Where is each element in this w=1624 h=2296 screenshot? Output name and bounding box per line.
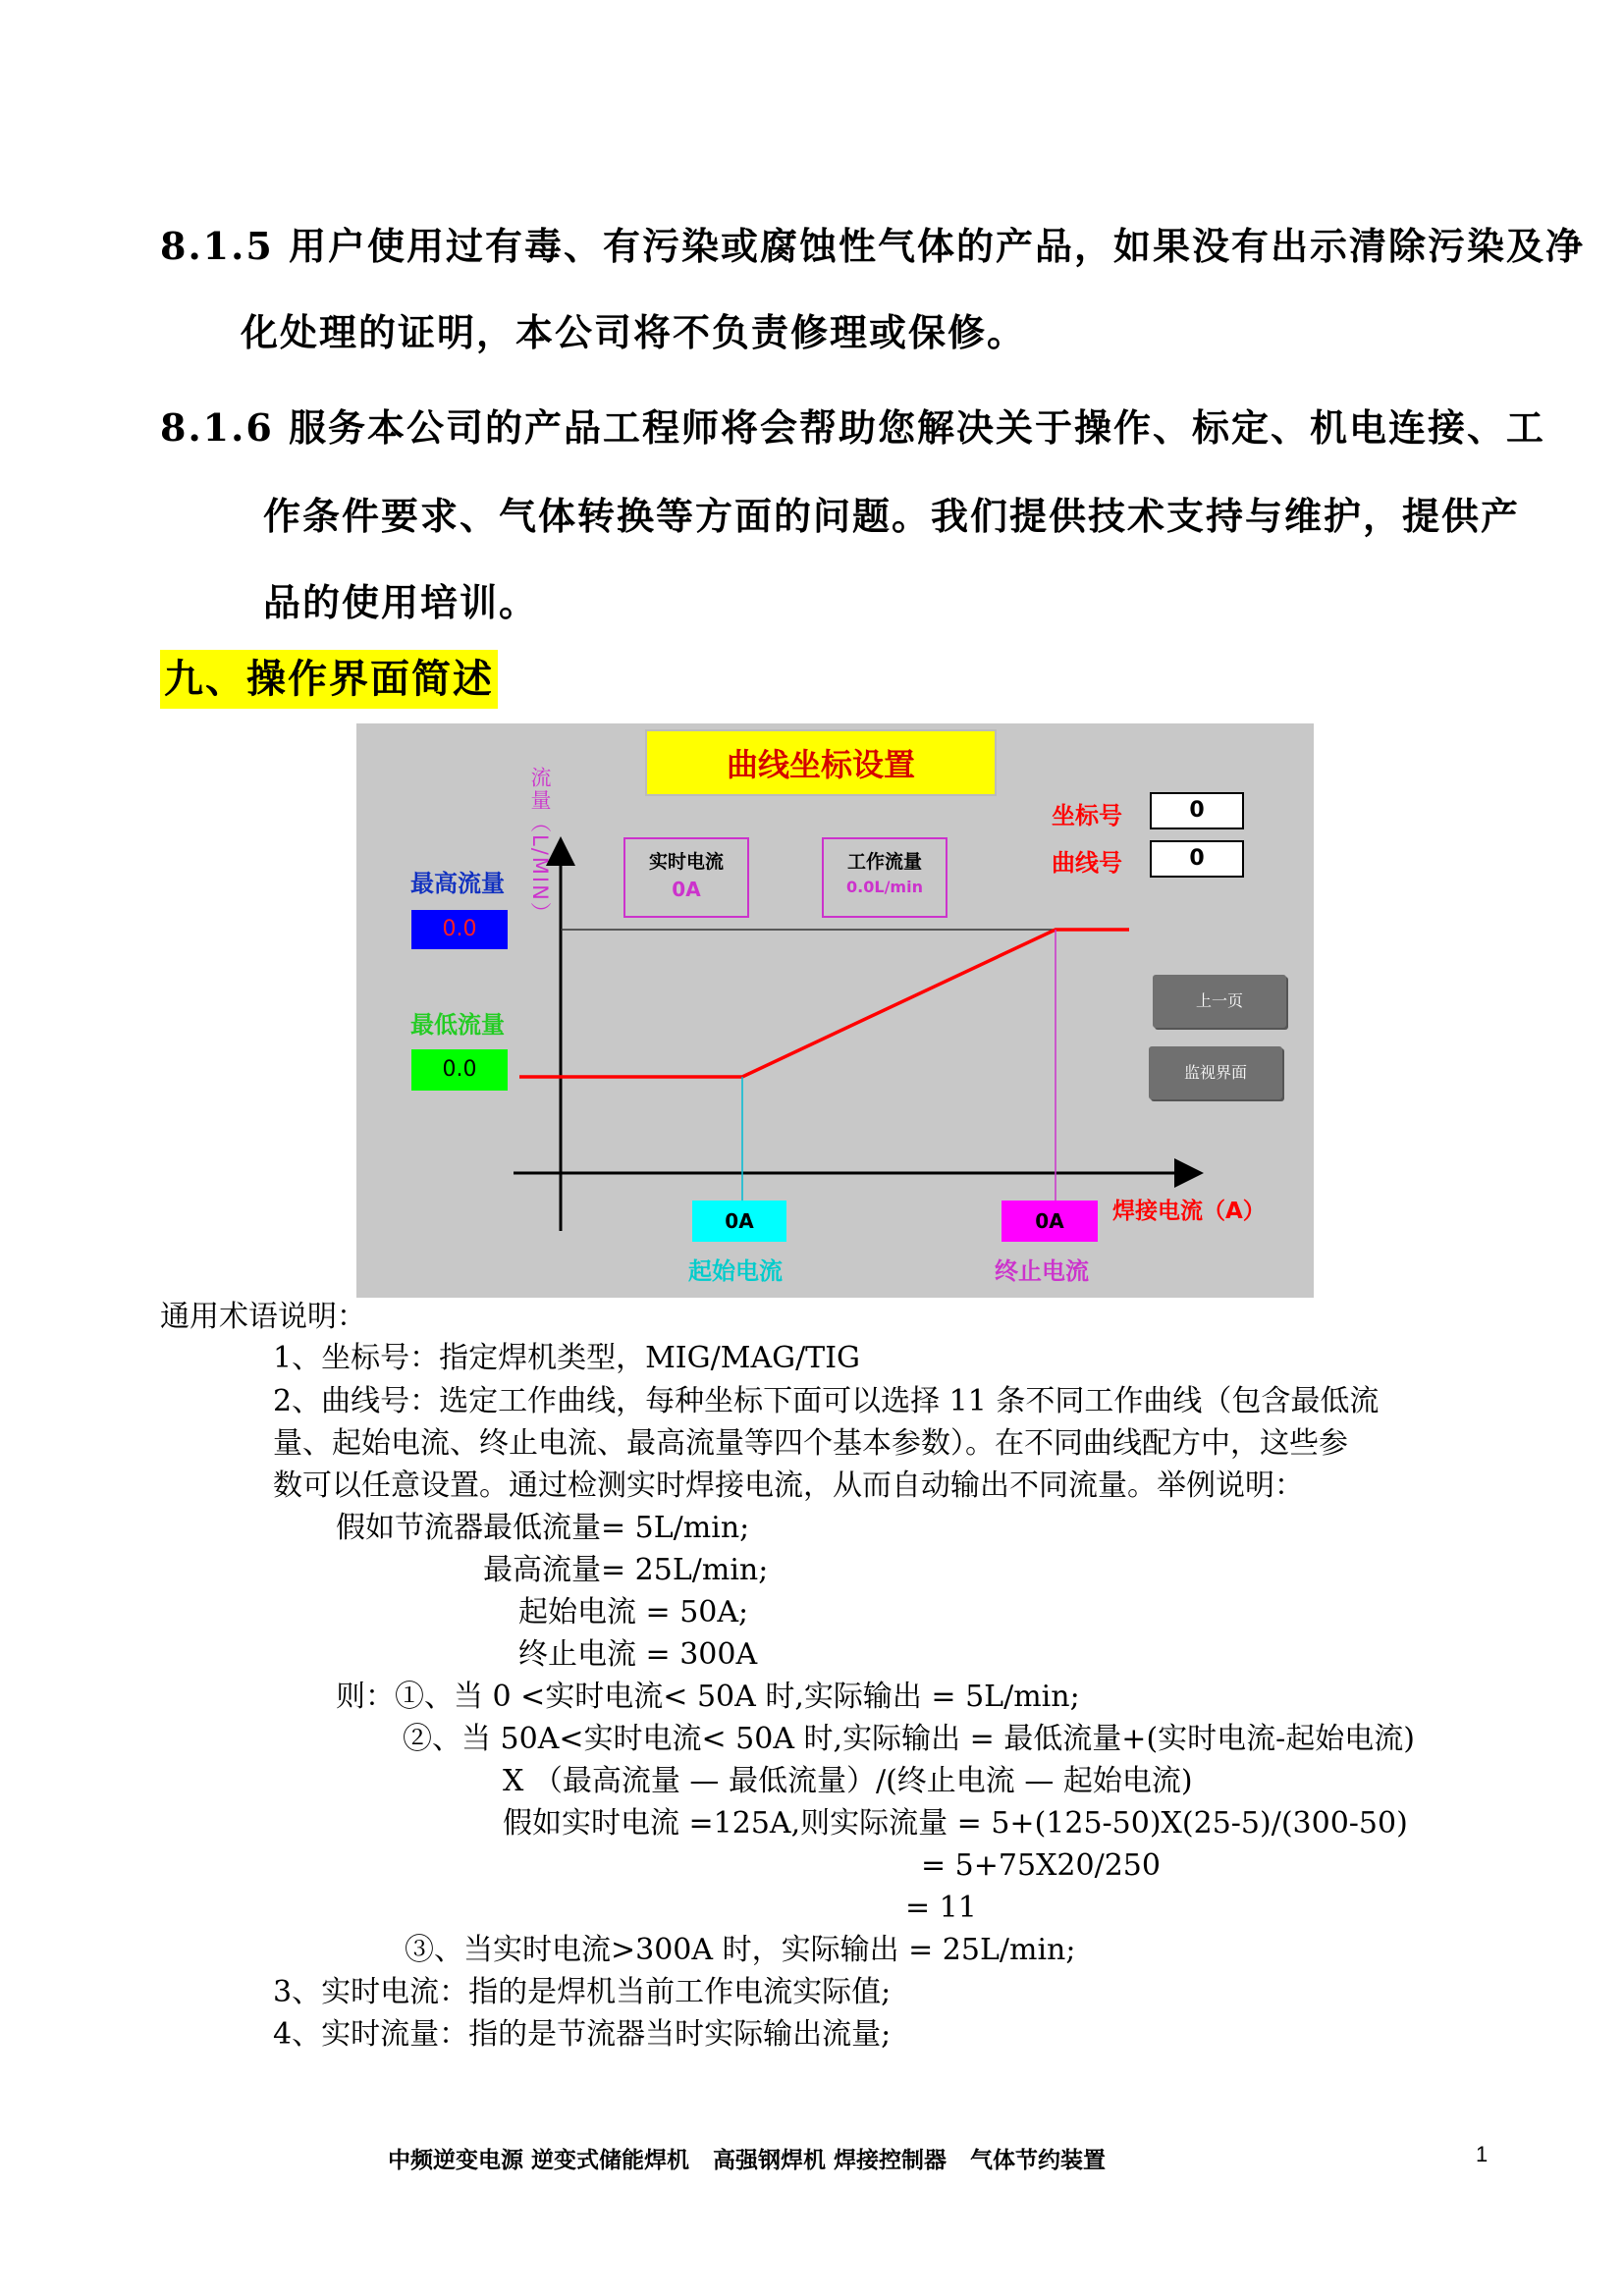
prev-page-button[interactable]: 上一页 [1153,975,1286,1028]
rule-2-example: 假如实时电流 =125A,则实际流量 = 5+(125-50)X(25-5)/(300-50) [503,1806,1408,1841]
monitor-button[interactable]: 监视界面 [1149,1046,1282,1099]
page-number: 1 [1476,2142,1489,2166]
term-2-line1: 2、曲线号：选定工作曲线，每种坐标下面可以选择 11 条不同工作曲线（包含最低流 [273,1384,1380,1418]
end-current-field[interactable]: 0A [1001,1201,1098,1242]
y-axis-label: 流量（L/MIN） [528,767,552,925]
realtime-current-value: 0A [672,878,701,901]
term-4: 4、实时流量：指的是节流器当时实际输出流量; [273,2017,892,2052]
rule-2-result: = 11 [905,1891,977,1925]
para-816-line2: 作条件要求、气体转换等方面的问题。我们提供技术支持与维护，提供产 [263,494,1521,538]
realtime-current-title: 实时电流 [648,851,724,873]
footer-text: 中频逆变电源 逆变式储能焊机 高强钢焊机 焊接控制器 气体节约装置 [388,2147,1107,2173]
start-current-field[interactable]: 0A [692,1201,786,1242]
curve-number-field[interactable]: 0 [1150,840,1244,878]
example-2: 最高流量= 25L/min; [483,1553,769,1587]
min-flow-label: 最低流量 [410,1011,505,1039]
coord-label: 坐标号 [1052,802,1122,829]
para-815-line2: 化处理的证明，本公司将不负责修理或保修。 [241,310,1027,354]
term-2-line2: 量、起始电流、终止电流、最高流量等四个基本参数）。在不同曲线配方中，这些参 [273,1426,1348,1461]
max-flow-label: 最高流量 [410,870,505,897]
coord-number-field[interactable]: 0 [1150,792,1244,829]
section-heading: 九、操作界面简述 [160,650,498,709]
min-flow-field[interactable]: 0.0 [411,1049,508,1091]
flow-curve [519,930,1129,1077]
start-current-label: 起始电流 [688,1257,783,1285]
rule-2-step: = 5+75X20/250 [921,1848,1161,1883]
example-4: 终止电流 = 300A [518,1637,758,1672]
para-815-line1: 8.1.5 用户使用过有毒、有污染或腐蚀性气体的产品，如果没有出示清除污染及净 [160,224,1586,268]
term-3: 3、实时电流：指的是焊机当前工作电流实际值; [273,1975,892,2009]
panel-title: 曲线坐标设置 [645,729,997,796]
terms-heading: 通用术语说明： [160,1300,366,1334]
work-flow-title: 工作流量 [846,851,922,873]
term-2-line3: 数可以任意设置。通过检测实时焊接电流，从而自动输出不同流量。举例说明： [273,1468,1304,1503]
work-flow-value: 0.0L/min [846,878,923,896]
curve-label: 曲线号 [1052,849,1122,877]
term-1: 1、坐标号：指定焊机类型，MIG/MAG/TIG [273,1341,861,1375]
example-3: 起始电流 = 50A; [518,1595,749,1629]
max-flow-field[interactable]: 0.0 [411,910,508,949]
para-816-line3: 品的使用培训。 [263,580,539,624]
rule-1: 则：①、当 0 <实时电流< 50A 时,实际输出 = 5L/min; [336,1680,1080,1714]
x-axis-label: 焊接电流（A） [1112,1199,1266,1224]
example-1: 假如节流器最低流量= 5L/min; [336,1511,750,1545]
para-816-line1: 8.1.6 服务本公司的产品工程师将会帮助您解决关于操作、标定、机电连接、工 [160,405,1546,450]
curve-settings-panel [356,723,1314,1298]
end-current-label: 终止电流 [995,1257,1089,1285]
rule-2: ②、当 50A<实时电流< 50A 时,实际输出 = 最低流量+(实时电流-起始电流) [403,1722,1415,1756]
rule-2-formula: X （最高流量 — 最低流量）/(终止电流 — 起始电流) [503,1764,1193,1798]
rule-3: ③、当实时电流>300A 时，实际输出 = 25L/min; [405,1933,1076,1967]
